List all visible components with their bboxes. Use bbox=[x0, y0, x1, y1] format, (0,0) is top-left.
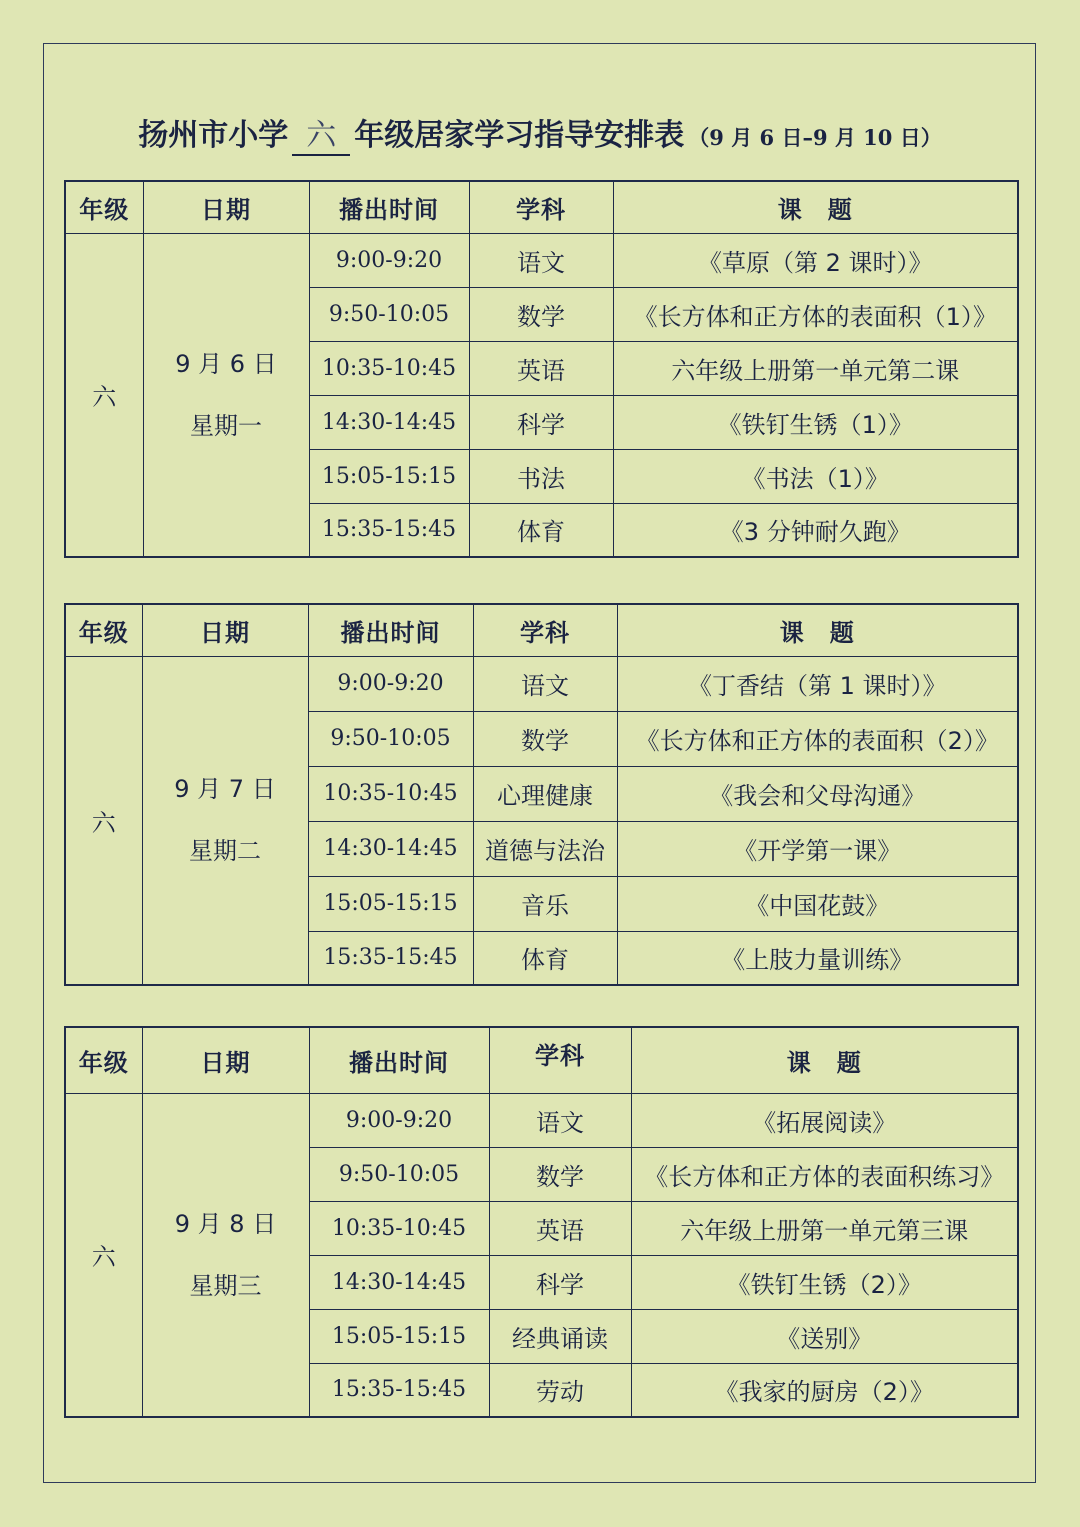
topic-cell: 《草原（第 2 课时）》 bbox=[613, 233, 1018, 287]
topic-cell: 《上肢力量训练》 bbox=[617, 931, 1018, 985]
subject-cell: 语文 bbox=[469, 233, 613, 287]
topic-cell: 《中国花鼓》 bbox=[617, 876, 1018, 931]
topic-cell: 六年级上册第一单元第三课 bbox=[631, 1201, 1018, 1255]
header-topic: 课 题 bbox=[617, 604, 1018, 656]
grade-cell: 六 bbox=[65, 656, 142, 985]
weekday-text: 星期三 bbox=[189, 1271, 262, 1300]
header-subject: 学科 bbox=[473, 604, 617, 656]
grade-cell: 六 bbox=[65, 1093, 142, 1417]
header-grade: 年级 bbox=[65, 604, 142, 656]
header-time: 播出时间 bbox=[309, 181, 469, 233]
subject-cell: 体育 bbox=[469, 503, 613, 557]
topic-cell: 《书法（1）》 bbox=[613, 449, 1018, 503]
time-cell: 15:35-15:45 bbox=[309, 503, 469, 557]
time-cell: 9:50-10:05 bbox=[309, 1147, 489, 1201]
header-time: 播出时间 bbox=[309, 1027, 489, 1093]
header-subject: 学科 bbox=[469, 181, 613, 233]
time-cell: 14:30-14:45 bbox=[309, 1255, 489, 1309]
table-row bbox=[65, 233, 1018, 287]
schedule-table-day-3 bbox=[64, 1026, 1019, 1418]
table-row bbox=[65, 1093, 1018, 1147]
subject-cell: 道德与法治 bbox=[473, 821, 617, 876]
topic-cell: 《铁钉生锈（2）》 bbox=[631, 1255, 1018, 1309]
topic-cell: 《长方体和正方体的表面积（1）》 bbox=[613, 287, 1018, 341]
schedule-table-day-1 bbox=[64, 180, 1019, 558]
time-cell: 9:50-10:05 bbox=[308, 711, 473, 766]
time-cell: 15:05-15:15 bbox=[309, 449, 469, 503]
time-cell: 10:35-10:45 bbox=[309, 341, 469, 395]
time-cell: 9:00-9:20 bbox=[309, 233, 469, 287]
date-cell bbox=[142, 656, 308, 985]
time-cell: 9:00-9:20 bbox=[309, 1093, 489, 1147]
subject-cell: 经典诵读 bbox=[489, 1309, 631, 1363]
header-row bbox=[65, 181, 1018, 233]
subject-cell: 语文 bbox=[473, 656, 617, 711]
header-topic: 课 题 bbox=[613, 181, 1018, 233]
subject-cell: 语文 bbox=[489, 1093, 631, 1147]
topic-cell: 《长方体和正方体的表面积练习》 bbox=[631, 1147, 1018, 1201]
schedule-table-day-2 bbox=[64, 603, 1019, 986]
subject-cell: 科学 bbox=[489, 1255, 631, 1309]
subject-cell: 书法 bbox=[469, 449, 613, 503]
topic-cell: 《送别》 bbox=[631, 1309, 1018, 1363]
header-grade: 年级 bbox=[65, 181, 143, 233]
time-cell: 15:35-15:45 bbox=[309, 1363, 489, 1417]
date-text: 9 月 7 日 bbox=[174, 775, 276, 804]
topic-cell: 《我家的厨房（2）》 bbox=[631, 1363, 1018, 1417]
grade-cell: 六 bbox=[65, 233, 143, 557]
topic-cell: 《铁钉生锈（1）》 bbox=[613, 395, 1018, 449]
title-prefix: 扬州市小学 bbox=[138, 118, 289, 153]
weekday-text: 星期二 bbox=[189, 837, 261, 866]
time-cell: 9:50-10:05 bbox=[309, 287, 469, 341]
subject-cell: 劳动 bbox=[489, 1363, 631, 1417]
subject-cell: 音乐 bbox=[473, 876, 617, 931]
table-row bbox=[65, 656, 1018, 711]
header-date: 日期 bbox=[142, 604, 308, 656]
time-cell: 15:05-15:15 bbox=[309, 1309, 489, 1363]
date-text: 9 月 8 日 bbox=[174, 1209, 277, 1238]
header-row bbox=[65, 604, 1018, 656]
subject-cell: 英语 bbox=[489, 1201, 631, 1255]
date-cell bbox=[142, 1093, 309, 1417]
topic-cell: 六年级上册第一单元第二课 bbox=[613, 341, 1018, 395]
time-cell: 10:35-10:45 bbox=[308, 766, 473, 821]
page-title bbox=[0, 110, 1080, 156]
time-cell: 15:05-15:15 bbox=[308, 876, 473, 931]
date-cell bbox=[143, 233, 309, 557]
topic-cell: 《开学第一课》 bbox=[617, 821, 1018, 876]
header-topic: 课 题 bbox=[631, 1027, 1018, 1093]
header-date: 日期 bbox=[143, 181, 309, 233]
time-cell: 14:30-14:45 bbox=[308, 821, 473, 876]
topic-cell: 《3 分钟耐久跑》 bbox=[613, 503, 1018, 557]
subject-cell: 心理健康 bbox=[473, 766, 617, 821]
time-cell: 10:35-10:45 bbox=[309, 1201, 489, 1255]
time-cell: 15:35-15:45 bbox=[308, 931, 473, 985]
subject-cell: 英语 bbox=[469, 341, 613, 395]
topic-cell: 《拓展阅读》 bbox=[631, 1093, 1018, 1147]
header-row bbox=[65, 1027, 1018, 1093]
subject-cell: 数学 bbox=[489, 1147, 631, 1201]
time-cell: 9:00-9:20 bbox=[308, 656, 473, 711]
header-grade: 年级 bbox=[65, 1027, 142, 1093]
time-cell: 14:30-14:45 bbox=[309, 395, 469, 449]
subject-cell: 体育 bbox=[473, 931, 617, 985]
header-time: 播出时间 bbox=[308, 604, 473, 656]
weekday-text: 星期一 bbox=[190, 411, 262, 440]
subject-cell: 数学 bbox=[469, 287, 613, 341]
header-date: 日期 bbox=[142, 1027, 309, 1093]
title-date-range: （9 月 6 日–9 月 10 日） bbox=[688, 125, 942, 150]
topic-cell: 《长方体和正方体的表面积（2）》 bbox=[617, 711, 1018, 766]
title-suffix: 年级居家学习指导安排表 bbox=[354, 118, 685, 153]
subject-cell: 科学 bbox=[469, 395, 613, 449]
date-text: 9 月 6 日 bbox=[175, 349, 277, 378]
subject-cell: 数学 bbox=[473, 711, 617, 766]
topic-cell: 《丁香结（第 1 课时）》 bbox=[617, 656, 1018, 711]
header-subject: 学科 bbox=[489, 1027, 631, 1093]
title-grade: 六 bbox=[292, 110, 350, 156]
topic-cell: 《我会和父母沟通》 bbox=[617, 766, 1018, 821]
